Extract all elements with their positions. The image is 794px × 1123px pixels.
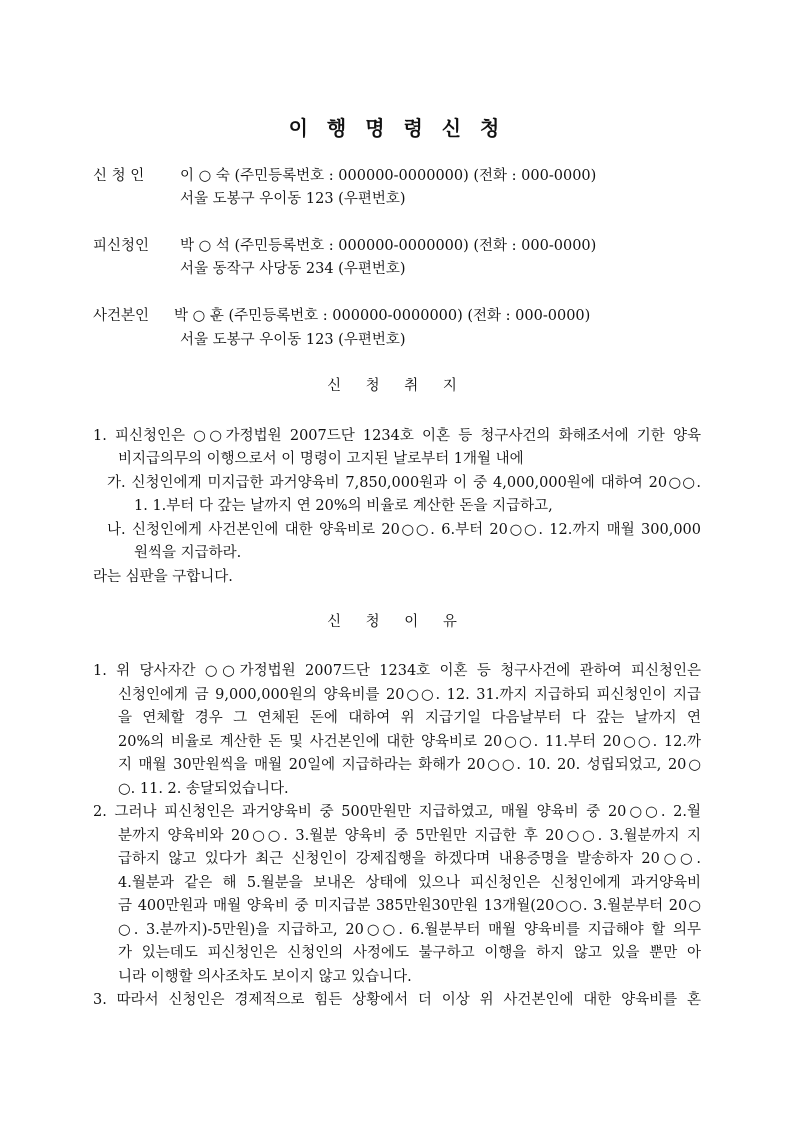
- respondent-label: 피신청인: [93, 238, 150, 254]
- reason-line: 3. 따라서 신청인은 경제적으로 힘든 상황에서 더 이상 위 사건본인에 대한 양육비를 혼: [93, 992, 701, 1008]
- purpose-line: 원씩을 지급하라.: [134, 545, 242, 561]
- reason-line: 금 400만원과 매월 양육비 중 미지급분 385만원30만원 13개월(20○○. 3.월분부터 20○: [118, 898, 701, 914]
- reason-line: ○. 11. 2. 송달되었습니다.: [118, 781, 289, 797]
- purpose-heading: 신 청 취 지: [327, 378, 467, 394]
- principal-address: 서울 도봉구 우이동 123 (우편번호): [180, 332, 406, 348]
- purpose-line: 비지급의무의 이행으로서 이 명령이 고지된 날로부터 1개월 내에: [118, 451, 524, 467]
- respondent-info: 박 ○ 석 (주민등록번호 : 000000-0000000) (전화 : 000-0000): [180, 238, 597, 254]
- reason-line: 20%의 비율로 계산한 돈 및 사건본인에 대한 양육비로 20○○. 11.부터 20○○. 12.까: [118, 734, 701, 750]
- purpose-line: 나. 신청인에게 사건본인에 대한 양육비로 20○○. 6.부터 20○○. 12.까지 매월 300,000: [107, 522, 701, 538]
- reason-heading: 신 청 이 유: [327, 614, 467, 630]
- principal-info: 박 ○ 훈 (주민등록번호 : 000000-0000000) (전화 : 000-0000): [174, 308, 591, 324]
- purpose-line: 라는 심판을 구합니다.: [93, 569, 233, 585]
- reason-line: 신청인에게 금 9,000,000원의 양육비를 20○○. 12. 31.까지 지급하되 피신청인이 지급: [118, 687, 701, 703]
- purpose-line: 1. 피신청인은 ○○가정법원 2007드단 1234호 이혼 등 청구사건의 화해조서에 기한 양육: [93, 428, 701, 444]
- reason-line: 지 매월 30만원씩을 매월 20일에 지급하라는 화해가 20○○. 10. 20. 성립되었고, 20○: [118, 757, 701, 773]
- applicant-info: 이 ○ 숙 (주민등록번호 : 000000-0000000) (전화 : 000-0000): [180, 168, 597, 184]
- reason-line: 니라 이행할 의사조차도 보이지 않고 있습니다.: [118, 969, 412, 985]
- reason-line: 을 연체할 경우 그 연체된 돈에 대하여 위 지급기일 다음날부터 다 갚는 날까지 연: [118, 710, 701, 726]
- principal-label: 사건본인: [93, 308, 150, 324]
- reason-line: 급하지 않고 있다가 최근 신청인이 강제집행을 하겠다며 내용증명을 발송하자 20○○.: [118, 851, 701, 867]
- reason-line: ○. 3.분까지)-5만원)을 지급하고, 20○○. 6.월분부터 매월 양육비를 지급해야 할 의무: [118, 922, 701, 938]
- purpose-line: 가. 신청인에게 미지급한 과거양육비 7,850,000원과 이 중 4,000,000원에 대하여 20○○.: [107, 475, 701, 491]
- reason-line: 2. 그러나 피신청인은 과거양육비 중 500만원만 지급하였고, 매월 양육비 중 20○○. 2.월: [93, 804, 701, 820]
- reason-line: 분까지 양육비와 20○○. 3.월분 양육비 중 5만원만 지급한 후 20○○. 3.월분까지 지: [118, 828, 701, 844]
- applicant-address: 서울 도봉구 우이동 123 (우편번호): [180, 191, 406, 207]
- respondent-address: 서울 동작구 사당동 234 (우편번호): [180, 261, 406, 277]
- applicant-label: 신 청 인: [93, 168, 145, 184]
- reason-line: 4.월분과 같은 해 5.월분을 보내온 상태에 있으나 피신청인은 신청인에게 과거양육비: [118, 875, 701, 891]
- document-title: 이 행 명 령 신 청: [288, 116, 506, 140]
- reason-line: 1. 위 당사자간 ○○가정법원 2007드단 1234호 이혼 등 청구사건에 관하여 피신청인은: [93, 663, 701, 679]
- reason-line: 가 있는데도 피신청인은 신청인의 사정에도 불구하고 이행을 하지 않고 있을 뿐만 아: [118, 945, 701, 961]
- purpose-line: 1. 1.부터 다 갚는 날까지 연 20%의 비율로 계산한 돈을 지급하고,: [134, 498, 553, 514]
